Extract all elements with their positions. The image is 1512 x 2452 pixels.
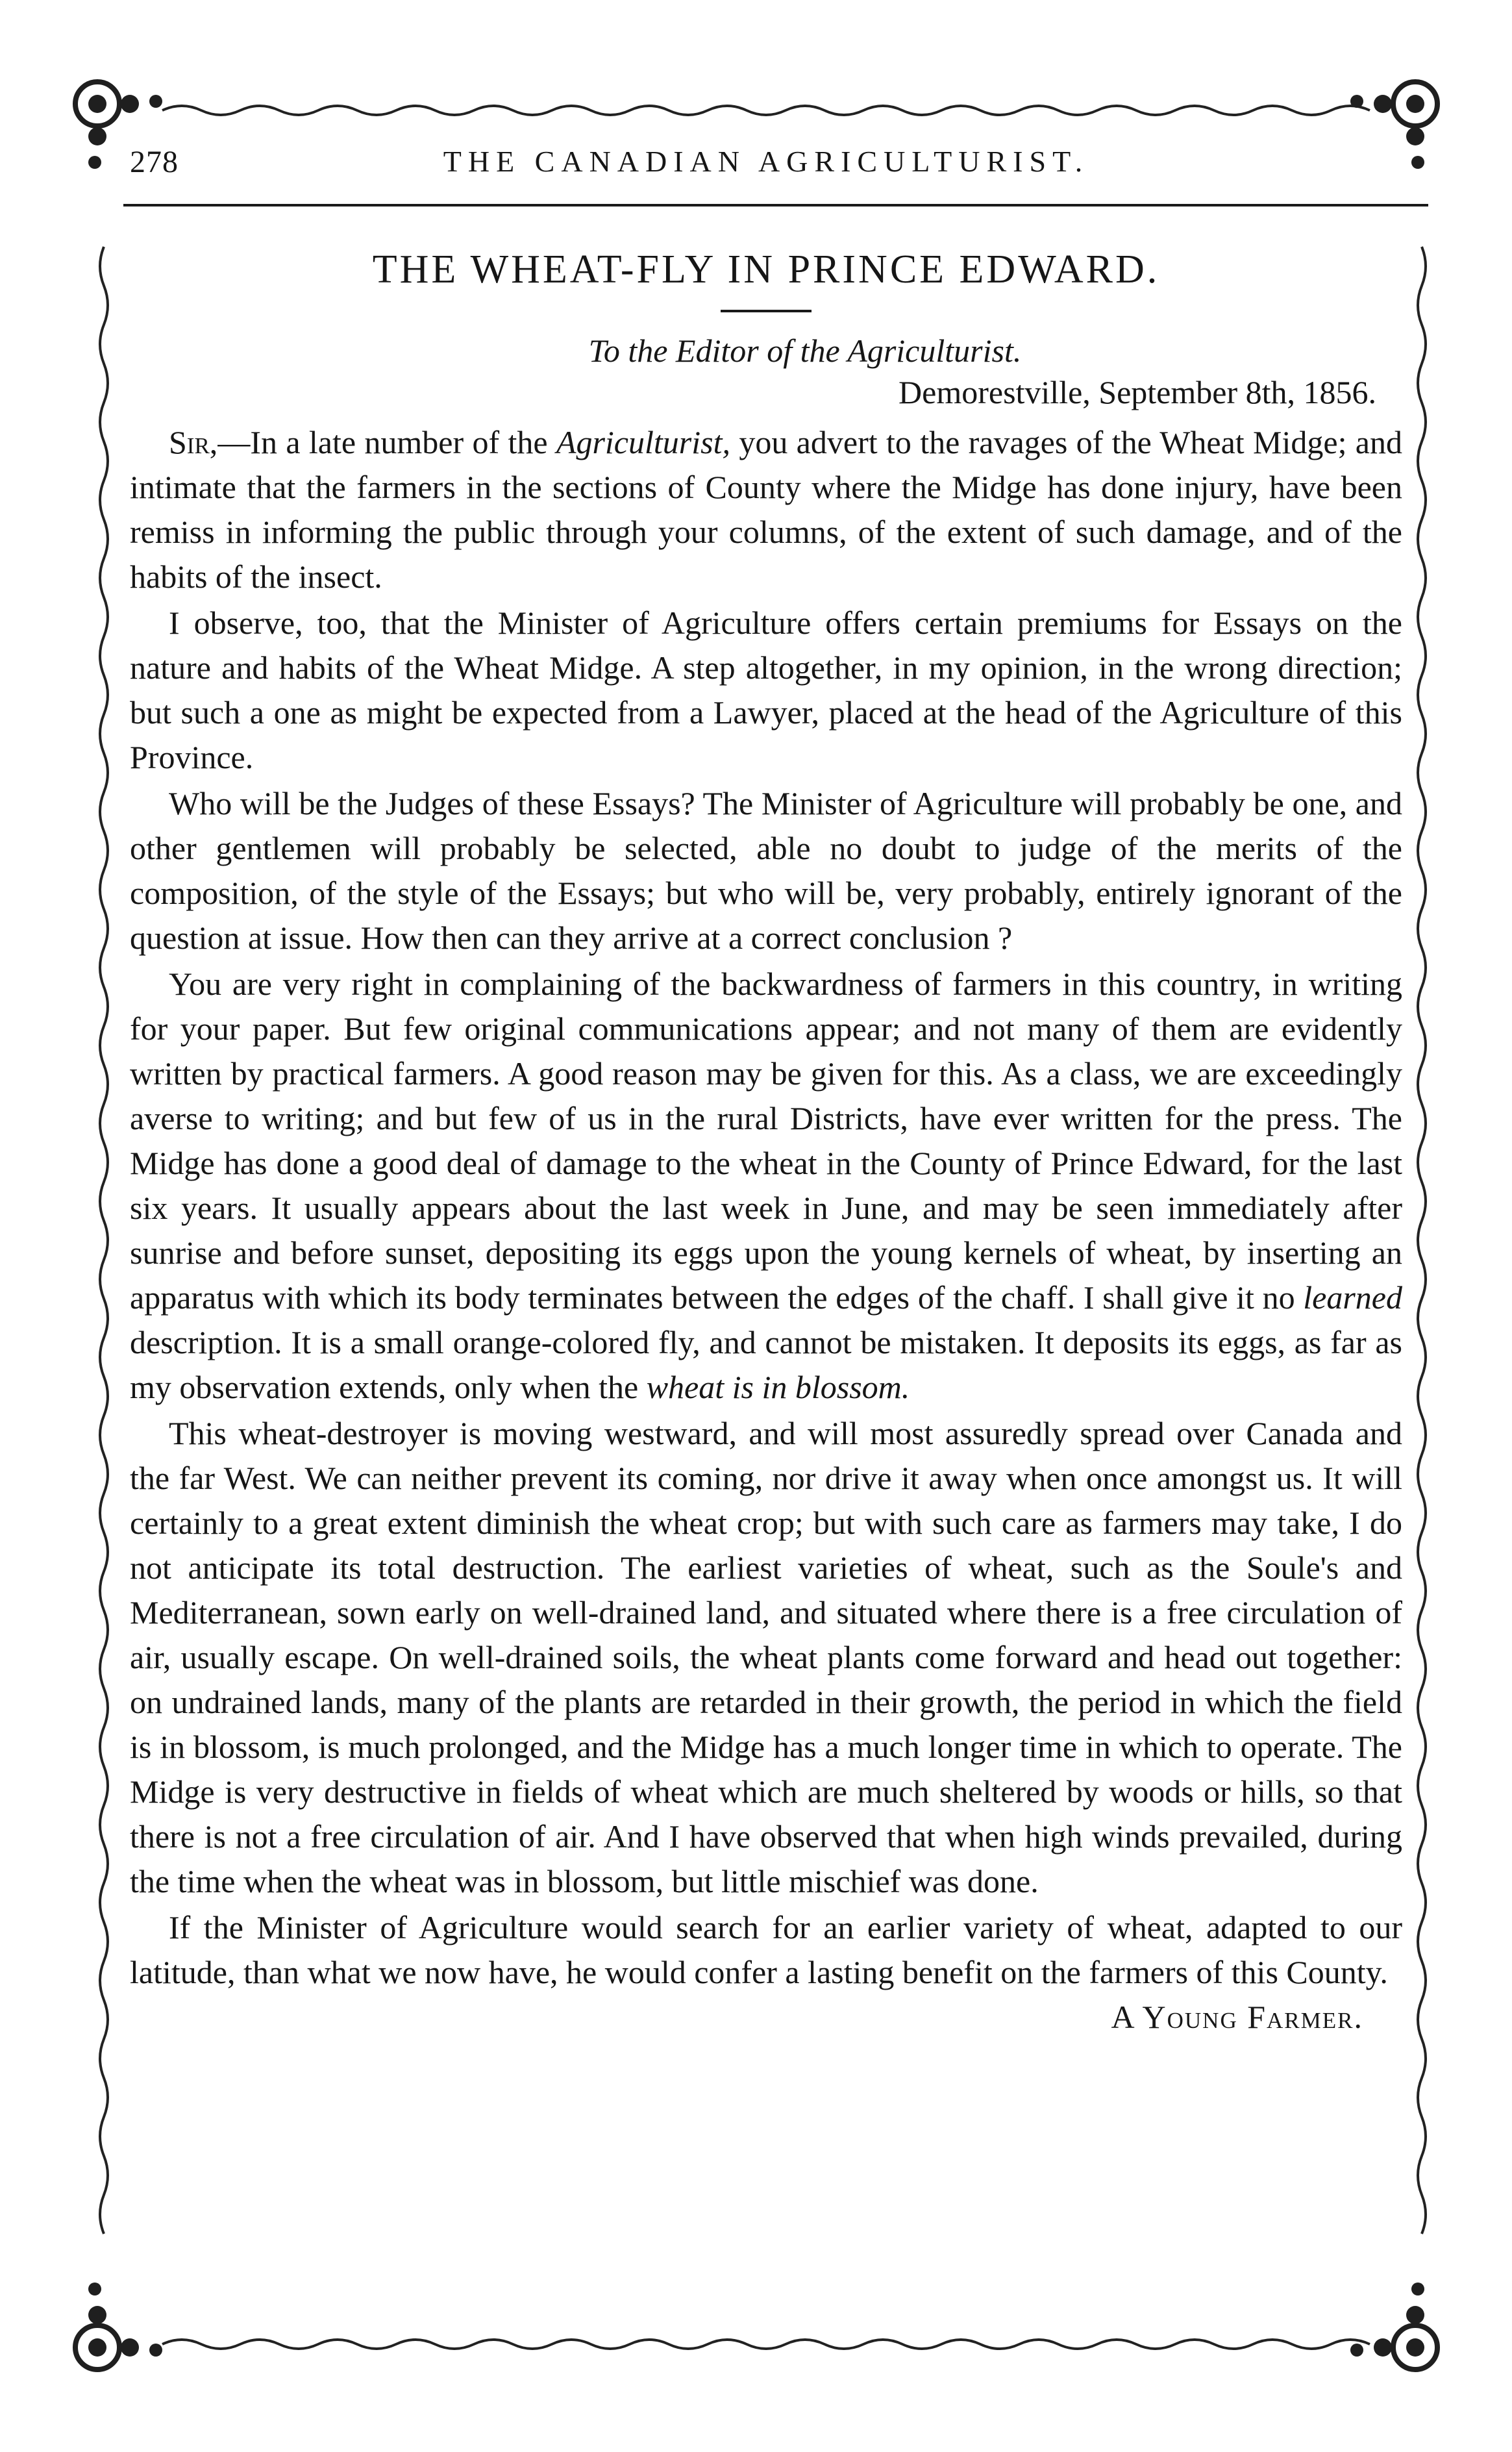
- page: [130, 130, 1402, 2040]
- paragraph-4: [130, 962, 1402, 1410]
- signature: A Young Farmer.: [1111, 1999, 1363, 2035]
- paragraph-6: [130, 1905, 1402, 2035]
- page-number: 278: [130, 145, 179, 179]
- running-title: THE CANADIAN AGRICULTURIST.: [443, 145, 1089, 178]
- paragraph-1: [130, 420, 1402, 599]
- header-rule: [123, 204, 1428, 206]
- paragraph-4-italic-2: wheat is in blossom.: [646, 1369, 910, 1405]
- paragraph-1-text-b: you advert to the ravages of the Wheat Midge; and intimate that the farmers in the sections of County where the Midge has done injury, have been remiss in informing the public through your columns, of the extent of such damage, and of the habits of the insect.: [130, 424, 1403, 595]
- paragraph-5: This wheat-destroyer is moving westward, and will most assuredly spread over Canada and the far West. We can neither prevent its coming, nor drive it away when once amongst us. It will certainly to a great extent diminish the wheat crop; but with such care as farmers may take, I do not anticipate its total destruction. The earliest varieties of wheat, such as the Soule's and Mediterranean, sown early on well-drained land, and situated where there is a free circulation of air, usually escape. On well-drained soils, the wheat plants come forward and head out together: on undrained lands, many of the plants are retarded in their growth, the period in which the field is in blossom, is much prolonged, and the Midge has a much longer time in which to operate. The Midge is very destructive in fields of wheat which are much sheltered by woods or hills, so that there is not a free circulation of air. And I have observed that when high winds prevailed, during the time when the wheat was in blossom, but little mischief was done.: [130, 1415, 1402, 1899]
- salutation: Sir,: [169, 424, 218, 460]
- paragraph-2: I observe, too, that the Minister of Agriculture offers certain premiums for Essays on the nature and habits of the Wheat Midge. A step altogether, in my opinion, in the wrong direction; but such a one as might be expected from a Lawyer, placed at the head of the Agriculture of this Province.: [130, 605, 1402, 775]
- dateline: Demorestville, September 8th, 1856.: [899, 374, 1376, 410]
- article-title: THE WHEAT-FLY IN PRINCE EDWARD.: [372, 247, 1160, 292]
- to-editor-line: To the Editor of the Agriculturist.: [588, 332, 1022, 369]
- paragraph-1-italic: Agriculturist,: [556, 424, 730, 460]
- paragraph-4-text-a: You are very right in complaining of the backwardness of farmers in this country, in writing for your paper. But few original communications appear; and not many of them are evidently written by practical farmers. A good reason may be given for this. As a class, we are exceedingly averse to writing; and but few of us in the rural Districts, have ever written for the press. The Midge has done a good deal of damage to the wheat in the County of Prince Edward, for the last six years. It usually appears about the last week in June, and may be seen immediately after sunrise and before sunset, depositing its eggs upon the young kernels of wheat, by inserting an apparatus with which its body terminates between the edges of the chaff. I shall give it no: [130, 966, 1402, 1316]
- running-header: [130, 130, 1402, 188]
- title-rule: [721, 310, 812, 312]
- paragraph-6-text: If the Minister of Agriculture would search for an earlier variety of wheat, adapted to our latitude, than what we now have, he would confer a lasting benefit on the farmers of this County.: [130, 1909, 1402, 1990]
- paragraph-1-text-a: —In a late number of the: [217, 424, 556, 460]
- paragraph-3: Who will be the Judges of these Essays? The Minister of Agriculture will probably be one, and other gentlemen will probably be selected, able no doubt to judge of the merits of the composition, of the style of the Essays; but who will be, very probably, entirely ignorant of the question at issue. How then can they arrive at a correct conclusion ?: [130, 785, 1402, 956]
- paragraph-4-italic-1: learned: [1303, 1279, 1402, 1316]
- paragraph-4-text-b: description. It is a small orange-colored fly, and cannot be mistaken. It deposits its eggs, as far as my observation extends, only when the: [130, 1324, 1402, 1405]
- article-body: [130, 420, 1403, 2035]
